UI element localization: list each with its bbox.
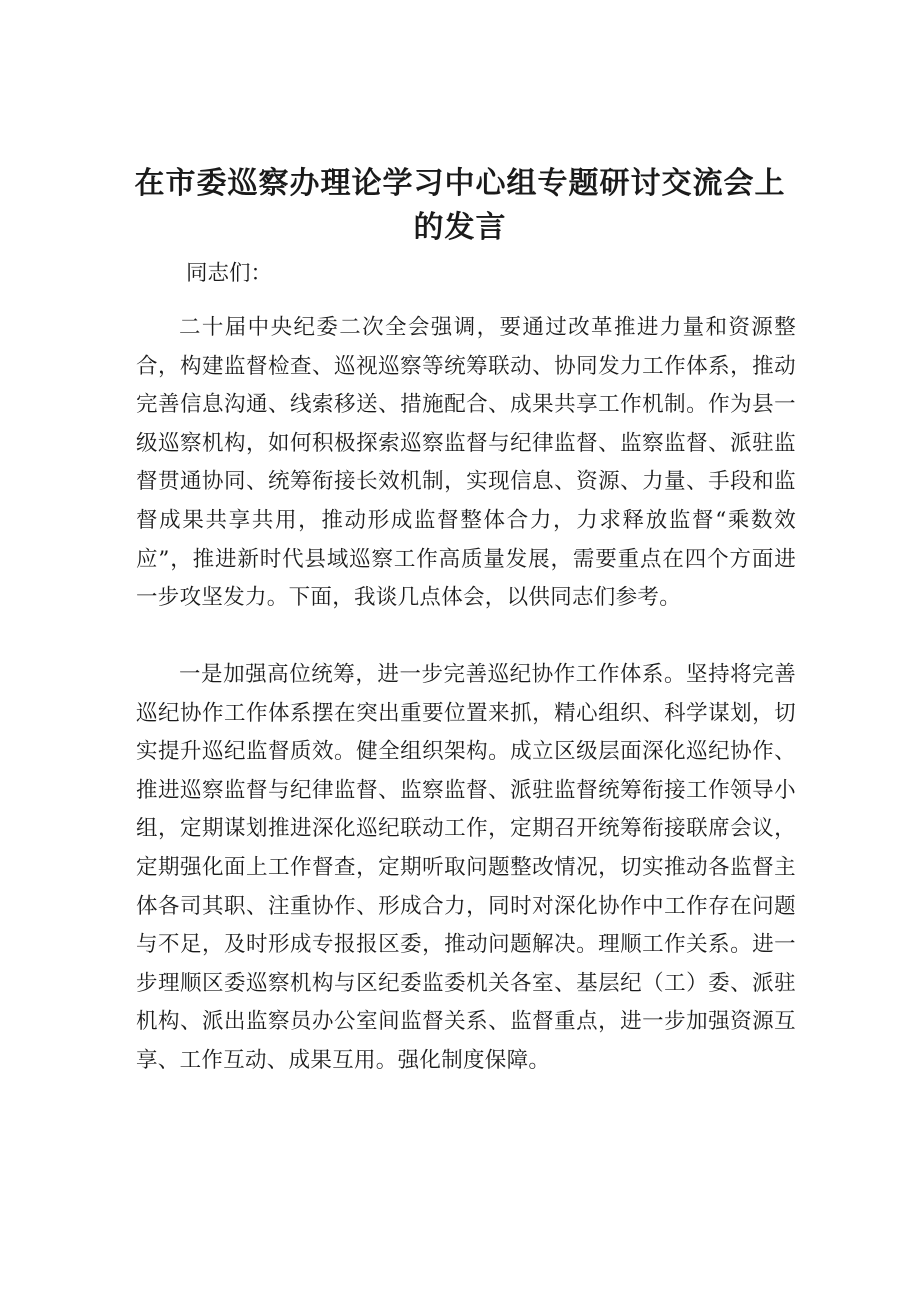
greeting: 同志们：	[186, 261, 273, 286]
paragraph-point-one: 一是加强高位统筹，进一步完善巡纪协作工作体系。坚持将完善巡纪协作工作体系摆在突出重要位置来抓，精心组织、科学谋划，切实提升巡纪监督质效。健全组织架构。成立区级层面深化巡纪协作、推进巡察监督与纪律监督、监察监督、派驻监督统筹衔接工作领导小组，定期谋划推进深化巡纪联动工作，定期召开统筹衔接联席会议，定期强化面上工作督查，定期听取问题整改情况，切实推动各监督主体各司其职、注重协作、形成合力，同时对深化协作中工作存在问题与不足，及时形成专报报区委，推动问题解决。理顺工作关系。进一步理顺区委巡察机构与区纪委监委机关各室、基层纪（工）委、派驻机构、派出监察员办公室间监督关系、监督重点，进一步加强资源互享、工作互动、成果互用。强化制度保障。	[136, 662, 796, 1073]
paragraph-intro: 二十届中央纪委二次全会强调，要通过改革推进力量和资源整合，构建监督检查、巡视巡察等统筹联动、协同发力工作体系，推动完善信息沟通、线索移送、措施配合、成果共享工作机制。作为县一级巡察机构，如何积极探索巡察监督与纪律监督、监察监督、派驻监督贯通协同、统筹衔接长效机制，实现信息、资源、力量、手段和监督成果共享共用，推动形成监督整体合力，力求释放监督“乘数效应”，推进新时代县域巡察工作高质量发展，需要重点在四个方面进一步攻坚发力。下面，我谈几点体会，以供同志们参考。	[136, 315, 796, 611]
document-title: 在市委巡察办理论学习中心组专题研讨交流会上的发言	[134, 166, 786, 245]
